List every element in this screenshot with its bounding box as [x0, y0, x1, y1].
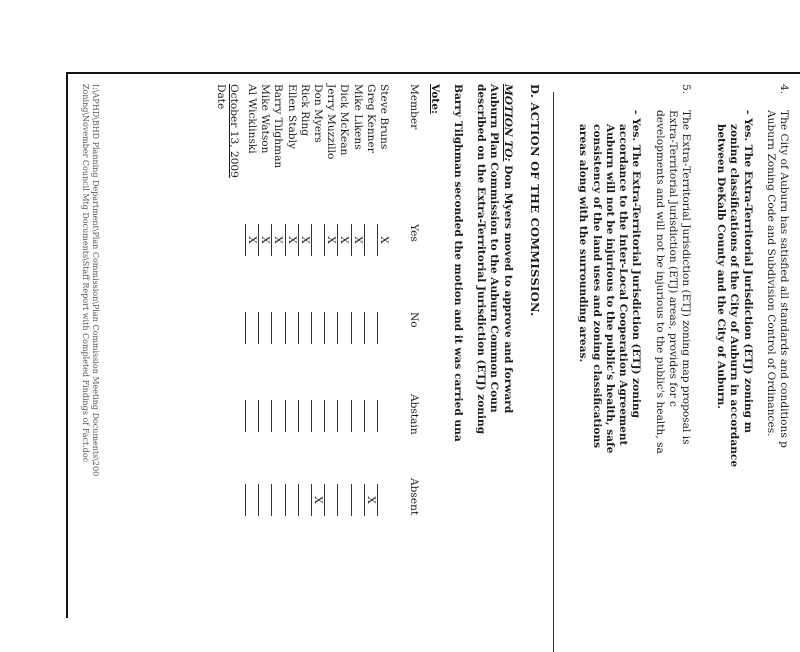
item-5-yes-line: - Yes. The Extra-Territorial Jurisdiction (ETJ) zoning — [630, 110, 643, 419]
item-4-text-2: Auburn Zoning Code and Subdivision Control of Ordinances. — [764, 110, 777, 437]
vote-cell-absent — [377, 484, 390, 516]
vote-cell-absent — [285, 484, 298, 516]
vote-cell-yes: X — [285, 224, 298, 256]
vote-cell-abstain — [285, 400, 298, 432]
vote-member-name: Mike Likens — [351, 84, 364, 150]
date-label: Date — [214, 84, 227, 110]
motion-line: Auburn Plan Commission to the Auburn Common Coun — [488, 84, 501, 413]
item-5-line: developments and will not be injurious to the public's health, sa — [653, 110, 666, 454]
item-4-text: The City of Auburn has satisfied all standards and conditions p — [778, 110, 790, 448]
vote-member-name: Don Myers — [312, 84, 324, 143]
vote-member-name: Barry Tilghman — [272, 84, 285, 169]
vote-row — [337, 84, 350, 604]
vote-cell-absent: X — [311, 484, 324, 516]
vote-row — [324, 84, 337, 604]
header-member: Member — [408, 84, 420, 130]
vote-cell-no — [245, 312, 258, 344]
item-5-yes-line: accordance to the Inter-Local Cooperation Agreement — [617, 124, 630, 446]
vote-label: Vote: — [428, 84, 441, 114]
vote-cell-no — [324, 312, 337, 344]
vote-cell-no — [285, 312, 298, 344]
vote-row — [285, 84, 298, 604]
second-line: Barry Tilghman seconded the motion and it was carried una — [451, 84, 464, 442]
vote-member-name: Ellen Stably — [285, 84, 298, 149]
signature-block — [214, 84, 240, 604]
vote-cell-yes: X — [271, 224, 284, 256]
vote-member-name: Greg Kenner — [364, 84, 377, 153]
vote-cell-yes: X — [351, 224, 364, 256]
item-5-yes-line: areas along with the surrounding areas. — [577, 124, 590, 363]
vote-cell-no — [377, 312, 390, 344]
vote-cell-abstain — [311, 400, 324, 432]
item-4-yes-line: zoning classifications of the City of Auburn in accordance — [728, 124, 741, 468]
vote-cell-abstain — [337, 400, 350, 432]
vote-cell-yes: X — [298, 224, 311, 256]
vote-row — [377, 84, 390, 604]
header-absent: Absent — [408, 478, 420, 516]
vote-cell-yes: X — [324, 224, 337, 256]
document-page — [68, 72, 800, 618]
vote-cell-abstain — [377, 400, 390, 432]
vote-table-header — [407, 84, 420, 604]
vote-cell-yes: X — [337, 224, 350, 256]
footer-line: I:\APHD\BHD Planning Department\Plan Commission\Plan Commission Meeting Documents\200 — [91, 84, 100, 477]
vote-cell-absent — [258, 484, 271, 516]
item-4-number: 4. — [778, 84, 790, 95]
item-5-number: 5. — [680, 84, 692, 95]
motion-line: described on the Extra-Territorial Jurisdiction (ETJ) zoning — [475, 84, 488, 435]
vote-cell-no — [364, 312, 377, 344]
header-yes: Yes — [408, 224, 420, 242]
vote-cell-no — [298, 312, 311, 344]
vote-cell-no — [258, 312, 271, 344]
item-4-yes-line: - Yes. The Extra-Territorial Jurisdiction (ETJ) zoning m — [741, 110, 754, 433]
vote-row — [271, 84, 284, 604]
vote-cell-yes: X — [377, 224, 390, 256]
item-5-line: The Extra-Territorial Jurisdiction (ETJ) zoning map proposal is — [680, 110, 692, 445]
item-5-line: Extra-Territorial Jurisdiction (ETJ) areas, provides for c — [666, 110, 679, 407]
vote-cell-yes — [311, 224, 324, 256]
file-path-footer — [81, 84, 100, 476]
section-d — [427, 84, 542, 604]
vote-cell-absent — [351, 484, 364, 516]
item-5-yes-line: consistency of the land uses and zoning classifications — [590, 124, 603, 449]
vote-member-name: Al Wicklinski — [246, 84, 258, 154]
vote-cell-absent: X — [364, 484, 377, 516]
vote-cell-no — [311, 312, 324, 344]
vote-cell-abstain — [298, 400, 311, 432]
vote-cell-no — [271, 312, 284, 344]
vote-cell-no — [337, 312, 350, 344]
vote-member-name: Mike Watson — [259, 84, 272, 154]
vote-cell-absent — [324, 484, 337, 516]
vote-cell-abstain — [364, 400, 377, 432]
item-4-yes-line: between DeKalb County and the City of Auburn. — [715, 124, 728, 409]
vote-cell-absent — [271, 484, 284, 516]
vote-row — [258, 84, 271, 604]
vote-cell-yes: X — [245, 224, 258, 256]
motion-line — [500, 84, 513, 604]
vote-row — [351, 84, 364, 604]
date-value: October 13, 2009 — [228, 84, 240, 178]
vote-row — [311, 84, 324, 604]
header-no: No — [408, 312, 420, 328]
vote-member-name: Steve Bruns — [378, 84, 390, 150]
vote-cell-yes: X — [258, 224, 271, 256]
vote-member-name: Rick Ring — [298, 84, 311, 137]
vote-row — [364, 84, 377, 604]
motion-label: MOTION TO: — [501, 84, 514, 162]
vote-cell-abstain — [324, 400, 337, 432]
vote-cell-abstain — [258, 400, 271, 432]
vote-cell-abstain — [271, 400, 284, 432]
header-abstain: Abstain — [408, 394, 420, 435]
vote-cell-yes — [364, 224, 377, 256]
footer-line: Zoning\November Council Mtg Documents\Staff Report with Completed Findings of Fact.doc — [81, 84, 91, 463]
vote-member-name: Dick McKean — [338, 84, 351, 156]
vote-cell-no — [351, 312, 364, 344]
vote-cell-abstain — [245, 400, 258, 432]
vote-row — [245, 84, 258, 604]
vote-member-name: Jerry Muzzillo — [325, 84, 338, 160]
vote-cell-abstain — [351, 400, 364, 432]
vote-row — [298, 84, 311, 604]
vote-cell-absent — [298, 484, 311, 516]
vote-cell-absent — [245, 484, 258, 516]
section-d-heading: D. ACTION OF THE COMMISSION. — [528, 84, 542, 317]
item-5-yes-line: Auburn will not be injurious to the public's health, safe — [603, 124, 616, 454]
section-divider — [553, 92, 554, 652]
motion-text: Don Myers moved to approve and forward — [501, 165, 514, 414]
vote-cell-absent — [337, 484, 350, 516]
